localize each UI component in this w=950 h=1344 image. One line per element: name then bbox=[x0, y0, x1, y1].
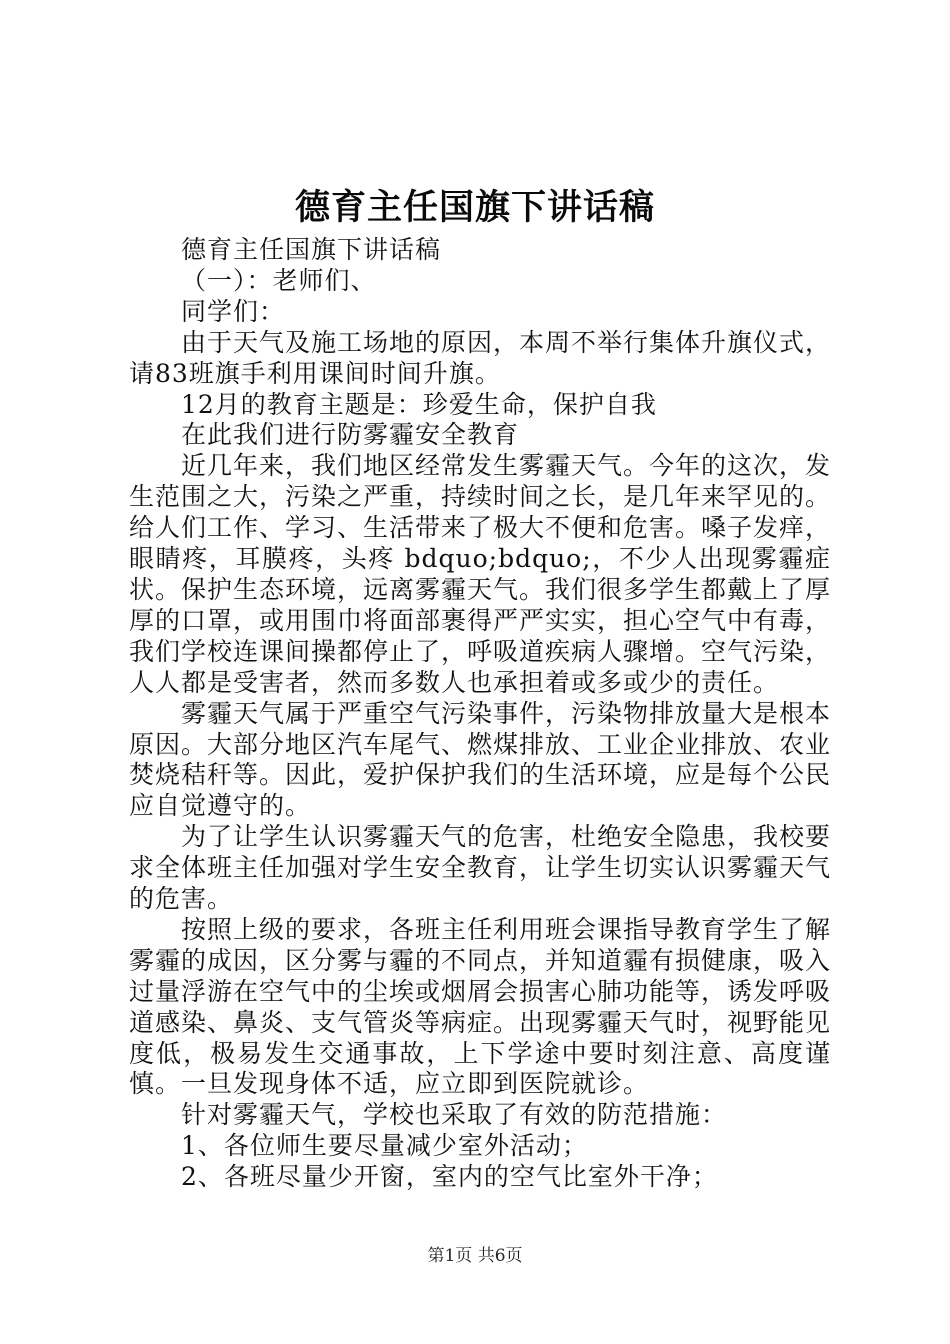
document-body bbox=[129, 235, 831, 1193]
page-number-footer: 第1页 共6页 bbox=[427, 1246, 523, 1266]
document-title: 德育主任国旗下讲话稿 bbox=[294, 187, 655, 228]
paragraph-smog-causes: 雾霾天气属于严重空气污染事件，污染物排放量大是根本原因。大部分地区汽车尾气、燃煤排放、工业企业排放、农业焚烧秸秆等。因此，爱护保护我们的生活环境，应是每个公民应自觉遵守的。 bbox=[129, 698, 832, 821]
paragraph-salutation-students: 同学们： bbox=[181, 296, 286, 326]
paragraph-heading-repeat: 德育主任国旗下讲话稿 bbox=[181, 235, 442, 264]
paragraph-smog-education: 在此我们进行防雾霾安全教育 bbox=[181, 420, 520, 450]
paragraph-measures-intro: 针对雾霾天气，学校也采取了有效的防范措施： bbox=[181, 1100, 728, 1130]
paragraph-measure-1: 1、各位师生要尽量减少室外活动； bbox=[181, 1131, 588, 1161]
paragraph-measure-2: 2、各班尽量少开窗，室内的空气比室外干净； bbox=[181, 1162, 718, 1192]
paragraph-education-theme: 12月的教育主题是：珍爱生命，保护自我 bbox=[181, 389, 657, 419]
paragraph-salutation-teachers: （一）：老师们、 bbox=[181, 265, 377, 295]
paragraph-class-guidance: 按照上级的要求，各班主任利用班会课指导教育学生了解雾霾的成因，区分雾与霾的不同点，并知道霾有损健康，吸入过量浮游在空气中的尘埃或烟屑会损害心肺功能等，诱发呼吸道感染、鼻炎、支气管炎等病症。出现雾霾天气时，视野能见度低，极易发生交通事故，上下学途中要时刻注意、高度谨慎。一旦发现身体不适，应立即到医院就诊。 bbox=[129, 914, 832, 1099]
paragraph-school-requirement: 为了让学生认识雾霾天气的危害，杜绝安全隐患，我校要求全体班主任加强对学生安全教育，让学生切实认识雾霾天气的危害。 bbox=[129, 822, 832, 914]
paragraph-flag-notice: 由于天气及施工场地的原因，本周不举行集体升旗仪式，请83班旗手利用课间时间升旗。 bbox=[129, 327, 832, 388]
paragraph-smog-situation: 近几年来，我们地区经常发生雾霾天气。今年的这次，发生范围之大，污染之严重，持续时间之长，是几年来罕见的。给人们工作、学习、生活带来了极大不便和危害。嗓子发痒，眼睛疼，耳膜疼，头疼 bdquo;bdquo;，不少人出现雾霾症状。保护生态环境，远离雾霾天气。我们很多学生都戴上了厚厚的口罩，或用围巾将面部裹得严严实实，担心空气中有毒，我们学校连课间操都停止了，呼吸道疾病人骤增。空气污染，人人都是受害者，然而多数人也承担着或多或少的责任。 bbox=[129, 451, 832, 697]
